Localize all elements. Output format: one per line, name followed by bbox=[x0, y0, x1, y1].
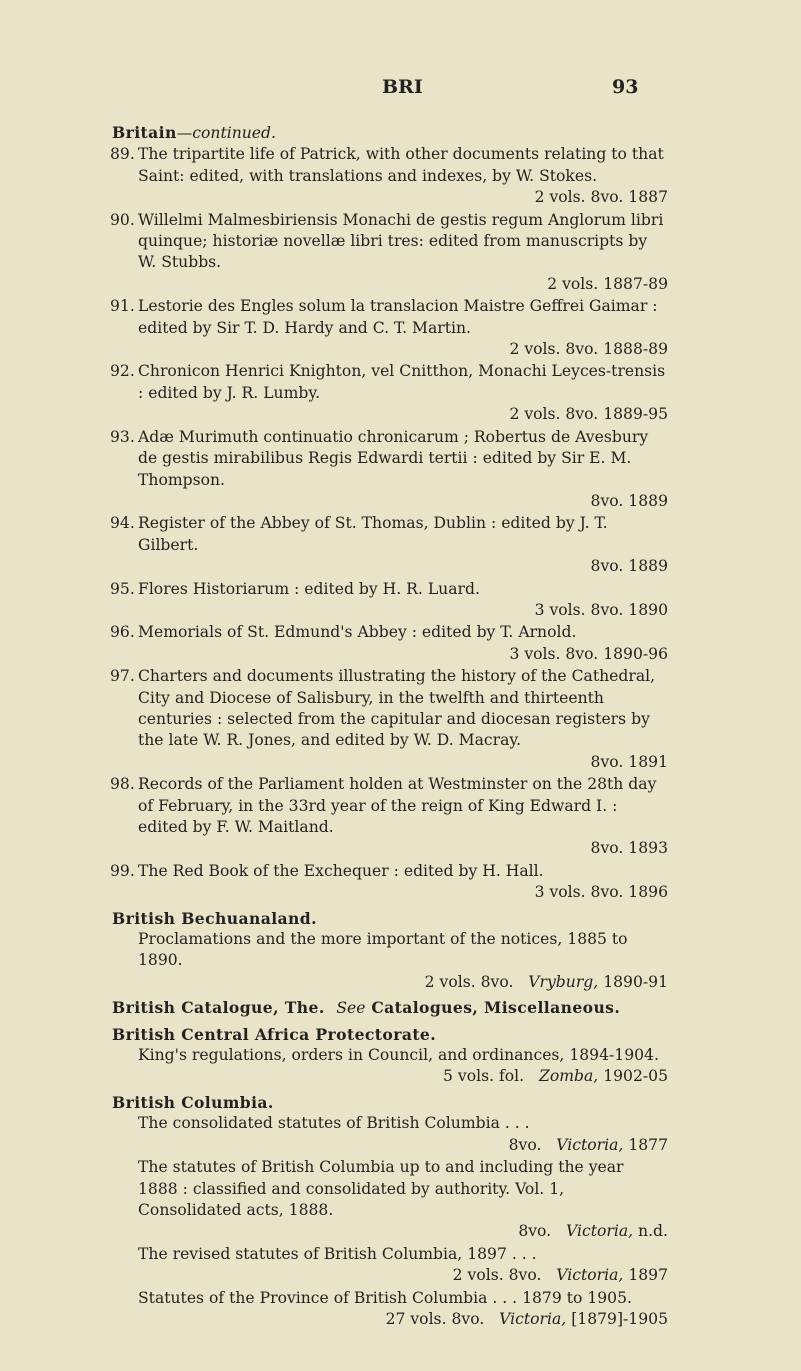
entry-imprint: 8vo. Victoria, n.d. bbox=[518, 1222, 668, 1241]
catalogue-entry bbox=[112, 1113, 668, 1156]
see-reference-label: See bbox=[336, 999, 366, 1018]
catalogue-body bbox=[112, 122, 668, 1331]
catalogue-entry bbox=[112, 513, 668, 577]
entry-number: 95. bbox=[110, 579, 135, 598]
entry-title: The tripartite life of Patrick, with other documents relating to that Saint: edited, with translations and indexes, by W. Stokes. bbox=[138, 145, 664, 185]
catalogue-heading-text: British Catalogue, The. bbox=[112, 998, 325, 1018]
entry-imprint: 3 vols. 8vo. 1890 bbox=[534, 600, 668, 619]
entry-title: King's regulations, orders in Council, and ordinances, 1894-1904. bbox=[138, 1046, 659, 1065]
catalogue-entry bbox=[112, 1244, 668, 1287]
section-heading-columbia: British Columbia. bbox=[112, 1092, 274, 1112]
catalogue-entry bbox=[112, 1288, 668, 1331]
entry-title: Memorials of St. Edmund's Abbey : edited by T. Arnold. bbox=[138, 623, 577, 642]
catalogue-entry bbox=[112, 144, 668, 208]
entry-imprint: 2 vols. 8vo. 1888-89 bbox=[509, 340, 668, 359]
entry-title: The consolidated statutes of British Columbia . . . bbox=[138, 1114, 530, 1133]
entry-title: Proclamations and the more important of the notices, 1885 to 1890. bbox=[138, 930, 628, 970]
entry-imprint: 5 vols. fol. Zomba, 1902-05 bbox=[443, 1067, 668, 1086]
entry-title: Flores Historiarum : edited by H. R. Luard. bbox=[138, 579, 480, 598]
section-heading-britain bbox=[112, 122, 668, 144]
catalogue-entry bbox=[112, 861, 668, 904]
entry-number: 94. bbox=[110, 514, 135, 533]
entry-imprint: 8vo. 1889 bbox=[590, 491, 668, 510]
entry-title: Lestorie des Engles solum la translacion Maistre Geffrei Gaimar : edited by Sir T. D. Hardy and C. T. Martin. bbox=[138, 297, 658, 337]
running-header bbox=[0, 76, 801, 104]
catalogue-entry bbox=[112, 296, 668, 360]
entry-number: 89. bbox=[110, 145, 135, 164]
entry-imprint: 27 vols. 8vo. Victoria, [1879]-1905 bbox=[385, 1309, 668, 1328]
britain-label: Britain bbox=[112, 123, 177, 142]
entry-title: Statutes of the Province of British Columbia . . . 1879 to 1905. bbox=[138, 1288, 632, 1307]
catalogue-entry bbox=[112, 774, 668, 860]
entry-title: Register of the Abbey of St. Thomas, Dublin : edited by J. T. Gilbert. bbox=[138, 514, 608, 554]
entry-title: The revised statutes of British Columbia, 1897 . . . bbox=[138, 1244, 537, 1263]
continued-label: —continued. bbox=[176, 124, 276, 142]
entry-title: Willelmi Malmesbiriensis Monachi de gestis regum Anglorum libri quinque; historiæ novellæ libri tres: edited from manuscripts by W. Stubbs. bbox=[138, 210, 664, 272]
entry-imprint: 2 vols. 8vo. Vryburg, 1890-91 bbox=[424, 972, 668, 991]
catalogue-entry bbox=[112, 1045, 668, 1088]
entry-title: Charters and documents illustrating the history of the Cathedral, City and Diocese of Salisbury, in the twelfth and thirteenth centuries : selected from the capitular and diocesan registers by the late W. R. Jones, and edited by W. D. Macray. bbox=[138, 667, 656, 750]
entry-number: 93. bbox=[110, 427, 135, 446]
catalogue-entry bbox=[112, 210, 668, 296]
entry-title: The Red Book of the Exchequer : edited by H. Hall. bbox=[138, 861, 544, 880]
catalogue-entry bbox=[112, 622, 668, 665]
catalogue-entry bbox=[112, 579, 668, 622]
entry-imprint: 8vo. 1891 bbox=[590, 752, 668, 771]
entry-imprint: 3 vols. 8vo. 1890-96 bbox=[509, 644, 668, 663]
entry-imprint: 8vo. Victoria, 1877 bbox=[508, 1135, 668, 1154]
entry-imprint: 2 vols. 1887-89 bbox=[547, 274, 668, 293]
catalogue-entry bbox=[112, 666, 668, 773]
entry-title: The statutes of British Columbia up to and including the year 1888 : classified and consolidated by authority. Vol. 1, Consolidated acts, 1888. bbox=[138, 1158, 624, 1219]
catalogue-entry bbox=[112, 929, 668, 993]
entry-number: 99. bbox=[110, 861, 135, 880]
entry-imprint: 2 vols. 8vo. Victoria, 1897 bbox=[452, 1266, 668, 1285]
entry-title: Records of the Parliament holden at Westminster on the 28th day of February, in the 33rd year of the reign of King Edward I. : edited by F. W. Maitland. bbox=[138, 775, 657, 836]
catalogue-entry bbox=[112, 427, 668, 513]
entry-imprint: 8vo. 1893 bbox=[590, 839, 668, 858]
section-heading-catalogue bbox=[112, 997, 668, 1019]
entry-number: 90. bbox=[110, 210, 135, 229]
entry-title: Chronicon Henrici Knighton, vel Cnitthon, Monachi Leyces-trensis : edited by J. R. Lumby. bbox=[138, 362, 666, 402]
section-heading-bechuanaland: British Bechuanaland. bbox=[112, 908, 317, 928]
entry-number: 92. bbox=[110, 362, 135, 381]
entry-number: 91. bbox=[110, 297, 135, 316]
catalogue-entry bbox=[112, 1157, 668, 1243]
entry-imprint: 2 vols. 8vo. 1887 bbox=[534, 188, 668, 207]
page-number: 93 bbox=[612, 76, 639, 98]
entry-number: 97. bbox=[110, 667, 135, 686]
entry-imprint: 2 vols. 8vo. 1889-95 bbox=[509, 405, 668, 424]
catalogue-entry bbox=[112, 361, 668, 425]
entry-number: 96. bbox=[110, 623, 135, 642]
entry-number: 98. bbox=[110, 775, 135, 794]
cross-reference: Catalogues, Miscellaneous. bbox=[371, 998, 621, 1018]
entry-imprint: 3 vols. 8vo. 1896 bbox=[534, 883, 668, 902]
header-word: BRI bbox=[382, 76, 423, 98]
section-heading-central-africa: British Central Africa Protectorate. bbox=[112, 1024, 437, 1044]
entry-title: Adæ Murimuth continuatio chronicarum ; Robertus de Avesbury de gestis mirabilibus Regis Edwardi tertii : edited by Sir E. M. Thompson. bbox=[138, 427, 649, 489]
entry-imprint: 8vo. 1889 bbox=[590, 557, 668, 576]
